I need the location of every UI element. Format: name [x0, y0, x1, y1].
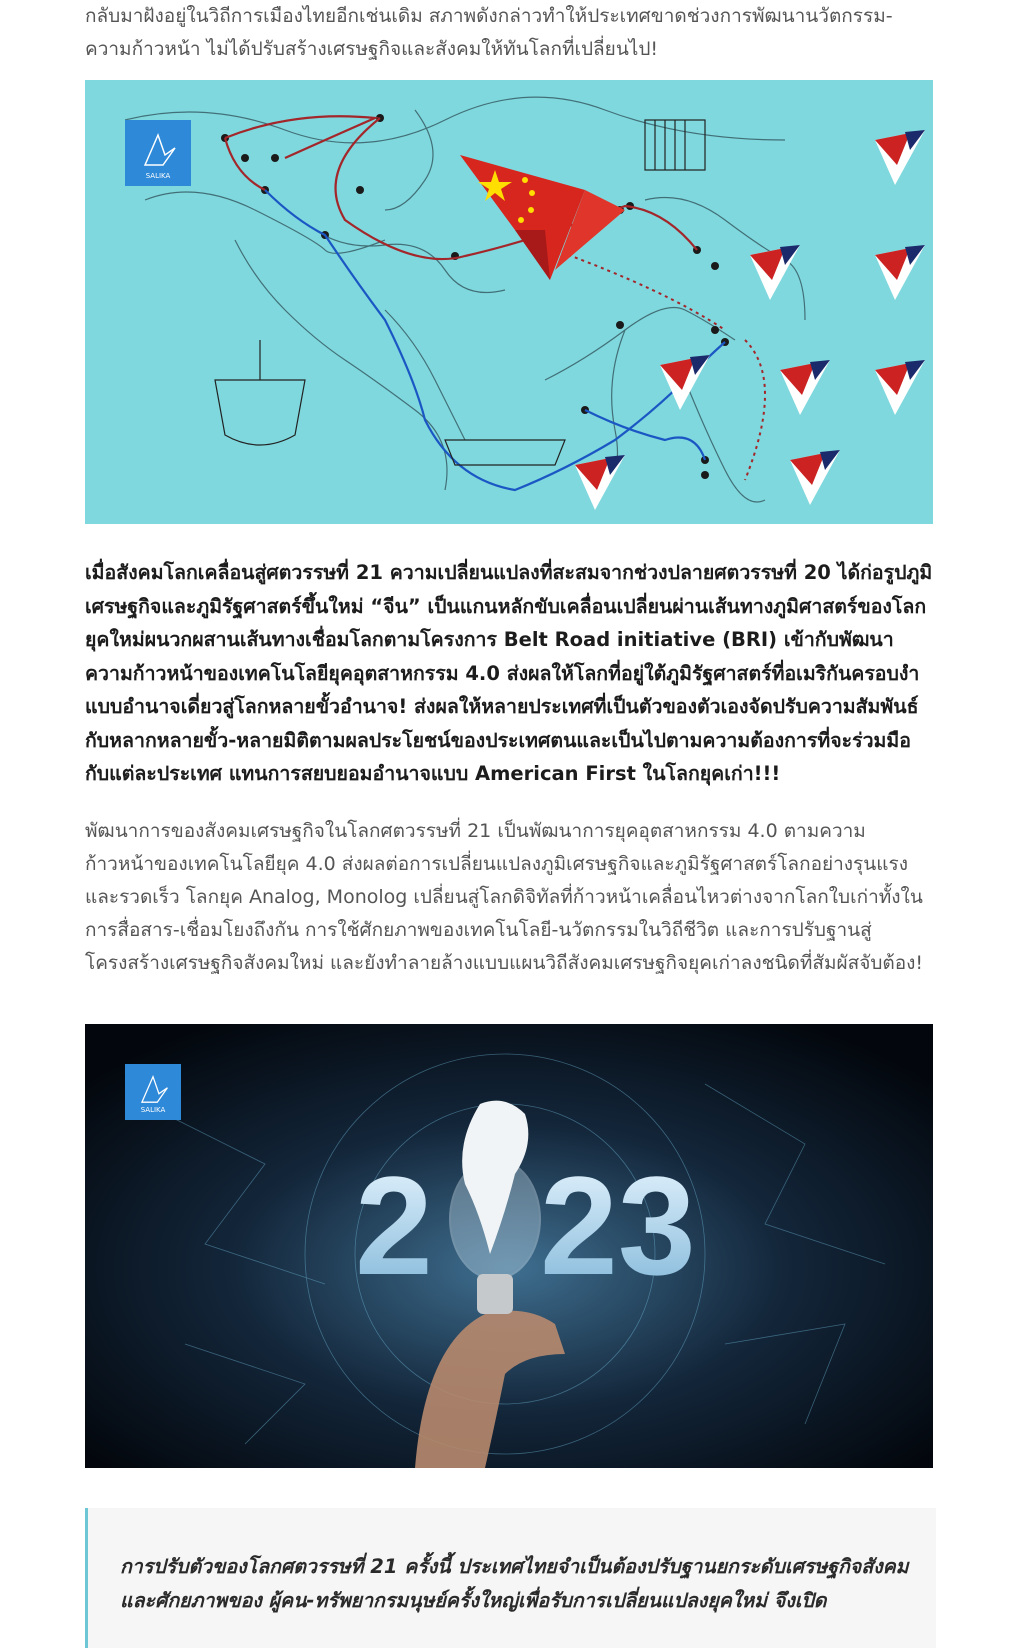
salika-logo-2	[125, 1064, 181, 1120]
intro-paragraph: กลับมาฝังอยู่ในวิถีการเมืองไทยอีกเช่นเดิม สภาพดังกล่าวทำให้ประเทศขาดช่วงการพัฒนานวัตกรรม-ความก้าวหน้า ไม่ได้ปรับสร้างเศรษฐกิจและสังคมให้ทันโลกที่เปลี่ยนไป!	[85, 5, 893, 60]
year-2023-image	[85, 1024, 933, 1468]
year-right-digits: 23	[540, 1147, 696, 1304]
bold-paragraph: เมื่อสังคมโลกเคลื่อนสู่ศตวรรษที่ 21 ความเปลี่ยนแปลงที่สะสมจากช่วงปลายศตวรรษที่ 20 ได้ก่อรูปภูมิเศรษฐกิจและภูมิรัฐศาสตร์ขึ้นใหม่ “จีน” เป็นแกนหลักขับเคลื่อนเปลี่ยนผ่านเส้นทางภูมิศาสตร์ของโลกยุคใหม่ผนวกผสานเส้นทางเชื่อมโลกตามโครงการ Belt Road initiative (BRI) เข้ากับพัฒนาความก้าวหน้าของเทคโนโลยียุคอุตสาหกรรม 4.0 ส่งผลให้โลกที่อยู่ใต้ภูมิรัฐศาสตร์ที่อเมริกันครอบงำแบบอำนาจเดี่ยวสู่โลกหลายขั้วอำนาจ! ส่งผลให้หลายประเทศที่เป็นตัวของตัวเองจัดปรับความสัมพันธ์กับหลากหลายขั้ว-หลายมิติตามผลประโยชน์ของประเทศตนและเป็นไปตามความต้องการที่จะร่วมมือกับแต่ละประเทศ แทนการสยบยอมอำนาจแบบ American First ในโลกยุคเก่า!!!	[85, 561, 933, 785]
quote-text: การปรับตัวของโลกศตวรรษที่ 21 ครั้งนี้ ประเทศไทยจำเป็นต้องปรับฐานยกระดับเศรษฐกิจสังคม และศักยภาพของ ผู้คน-ทรัพยากรมนุษย์ครั้งใหญ่เพื่อรับการเปลี่ยนแปลงยุคใหม่ จึงเปิด	[120, 1555, 909, 1612]
regular-paragraph: พัฒนาการของสังคมเศรษฐกิจในโลกศตวรรษที่ 21 เป็นพัฒนาการยุคอุตสาหกรรม 4.0 ตามความก้าวหน้าของเทคโนโลยียุค 4.0 ส่งผลต่อการเปลี่ยนแปลงภูมิเศรษฐกิจและภูมิรัฐศาสตร์โลกอย่างรุนแรงและรวดเร็ว โลกยุค Analog, Monolog เปลี่ยนสู่โลกดิจิทัลที่ก้าวหน้าเคลื่อนไหวต่างจากโลกใบเก่าทั้งในการสื่อสาร-เชื่อมโยงถึงกัน การใช้ศักยภาพของเทคโนโลยี-นวัตกรรมในวิถีชีวิต และการปรับฐานสู่โครงสร้างเศรษฐกิจสังคมใหม่ และยังทำลายล้างแบบแผนวิถีสังคมเศรษฐกิจยุคเก่าลงชนิดที่สัมผัสจับต้อง!	[85, 820, 924, 974]
logo-text: SALIKA	[145, 172, 171, 180]
salika-logo	[125, 120, 191, 186]
belt-road-map-image	[85, 80, 933, 524]
blockquote	[85, 1508, 936, 1648]
year-left-digit: 2	[355, 1147, 433, 1304]
logo-text: SALIKA	[140, 1106, 166, 1114]
